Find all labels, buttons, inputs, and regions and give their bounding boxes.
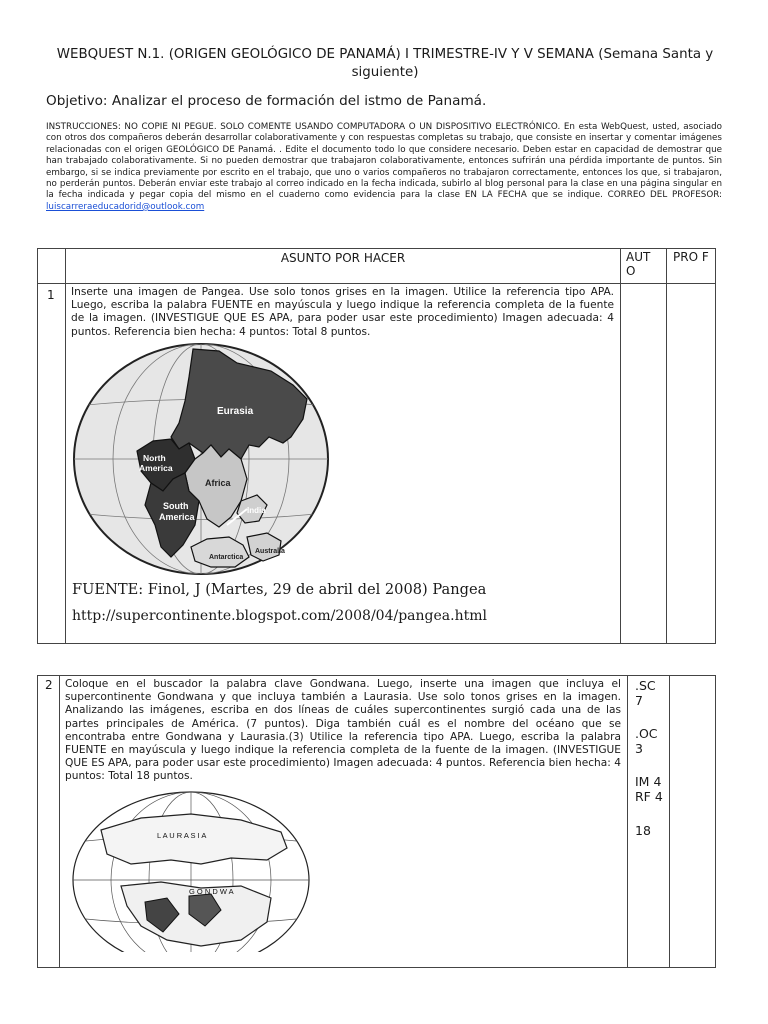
label-antarctica: Antarctica [209, 553, 244, 561]
instructions-paragraph [46, 122, 722, 213]
document-title: WEBQUEST N.1. (ORIGEN GEOLÓGICO DE PANAMÁ) I TRIMESTRE-IV Y V SEMANA (Semana Santa y siguiente) [56, 47, 714, 80]
label-north-america-1: North [143, 452, 166, 463]
auto-score-cell [628, 676, 670, 968]
header-number-cell [38, 249, 66, 284]
label-laurasia: L A U R A S I A [157, 830, 207, 840]
score-oc: .OC 3 [635, 726, 658, 756]
laurasia-gondwana-map-image [71, 790, 311, 952]
score-sc: .SC 7 [635, 678, 656, 708]
score-total: 18 [635, 823, 651, 838]
row-number: 2 [38, 676, 60, 968]
task-cell [66, 284, 621, 644]
label-gondwana: G O N D W A [189, 886, 234, 896]
header-task: ASUNTO POR HACER [66, 249, 621, 284]
auto-score-cell [621, 284, 667, 644]
objective-text: Objetivo: Analizar el proceso de formación del istmo de Panamá. [46, 93, 487, 109]
professor-email-link[interactable]: luiscarreraeducadorid@outlook.com [46, 201, 205, 212]
task-table-2 [37, 675, 716, 968]
label-eurasia: Eurasia [217, 405, 254, 417]
score-im: IM 4 [635, 774, 662, 789]
instructions-text: INSTRUCCIONES: NO COPIE NI PEGUE. SOLO COMENTE USANDO COMPUTADORA O UN DISPOSITIVO ELECTRÓNICO. En esta WebQuest, usted, asociado con otros dos compañeros deberán desarrollar colaborativamente y con respuestas completas su trabajo, que consiste en insertar y comentar imágenes relacionadas con el origen GEOLÓGICO DE Panamá. . Edite el documento todo lo que considere necesario. Deben estar en capacidad de demostrar que han trabajado colaborativamente. Si no pueden demostrar que trabajaron colaborativamente, entonces sufrirán una pérdida importante de puntos. Sin embargo, si se indica previamente por escrito en el trabajo, que uno o varios compañeros no trabajaron correctamente, entonces los que, si trabajaron, no perderán puntos. Deberán enviar este trabajo al correo indicado en la fecha indicada, subirlo al blog personal para la clase en una página singular en la fecha indicada y pegar copia del mismo en el cuaderno como evidencia para la clase EN LA FECHA que se indique. CORREO DEL PROFESOR: [46, 122, 722, 201]
label-africa: Africa [205, 477, 231, 488]
task-cell [60, 676, 628, 968]
row-number: 1 [38, 284, 66, 644]
label-south-america-1: South [163, 500, 189, 511]
label-india: India [247, 505, 266, 515]
task-description: Inserte una imagen de Pangea. Use solo tonos grises en la imagen. Utilice la referencia tipo APA. Luego, escriba la palabra FUENTE en mayúscula y luego indique la referencia completa de la fuente de la imagen. (INVESTIGUE QUE ES APA, para poder usar este procedimiento) Imagen adecuada: 4 puntos. Referencia bien hecha: 4 puntos: Total 8 puntos. [71, 286, 614, 338]
header-auto: AUT O [621, 249, 667, 284]
label-north-america-2: America [139, 462, 173, 473]
source-url: http://supercontinente.blogspot.com/2008/04/pangea.html [72, 608, 487, 625]
pangea-map-image [71, 341, 331, 579]
header-prof: PRO F [667, 249, 716, 284]
fuente-reference: FUENTE: Finol, J (Martes, 29 de abril del 2008) Pangea [72, 580, 487, 598]
prof-score-cell [667, 284, 716, 644]
prof-score-cell [670, 676, 716, 968]
score-rf: RF 4 [635, 789, 663, 804]
task-table-1 [37, 248, 716, 644]
label-south-america-2: America [159, 511, 195, 522]
task-description: Coloque en el buscador la palabra clave Gondwana. Luego, inserte una imagen que incluya el supercontinente Gondwana y que incluya también a Laurasia. Use solo tonos grises en la imagen. Analizando las imágenes, escriba en dos líneas de cuáles supercontinentes surgió cada una de las partes principales de América. (7 puntos). Diga también cuál es el nombre del océano que se encontraba entre Gondwana y Laurasia.(3) Utilice la referencia tipo APA. Luego, escriba la palabra FUENTE en mayúscula y luego indique la referencia completa de la fuente de la imagen. (INVESTIGUE QUE ES APA, para poder usar este procedimiento) Imagen adecuada: 4 puntos. Referencia bien hecha: 4 puntos: Total 18 puntos. [65, 678, 621, 783]
label-australia: Australia [255, 547, 285, 555]
